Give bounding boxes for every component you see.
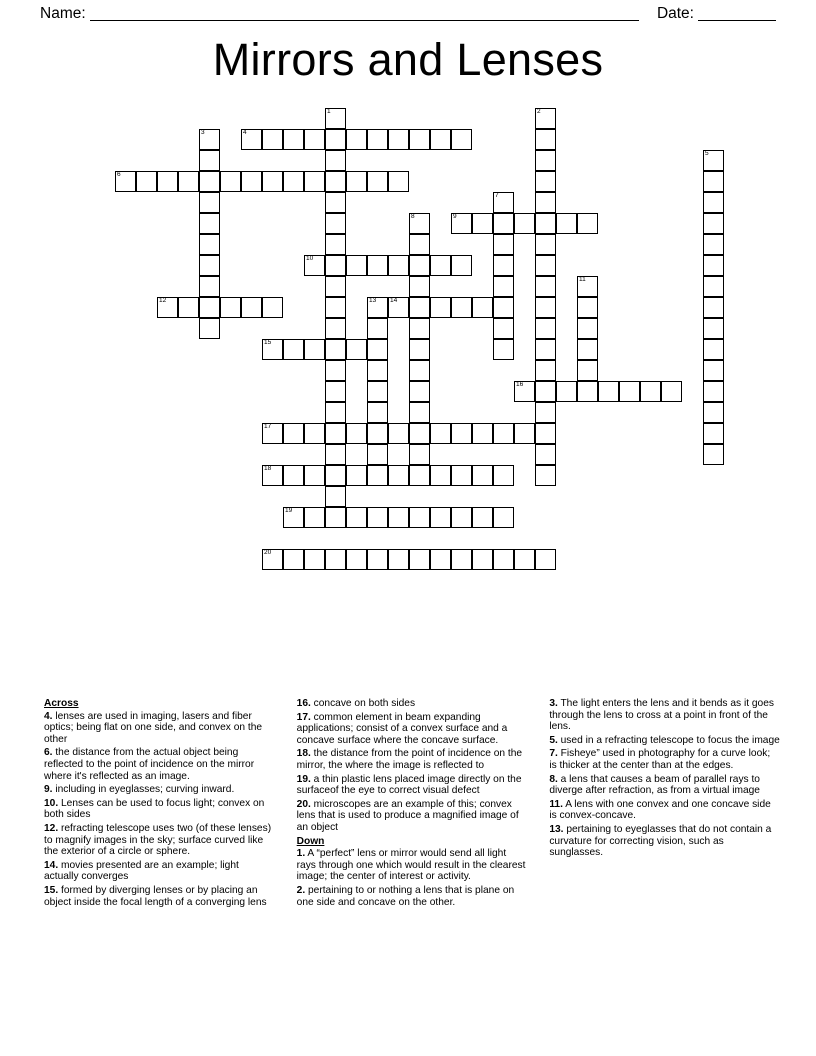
clue-number: 2. [296, 884, 306, 896]
grid-cell[interactable] [241, 297, 262, 318]
grid-cell[interactable] [388, 255, 409, 276]
grid-cell[interactable] [367, 318, 388, 339]
grid-cell[interactable] [136, 171, 157, 192]
clue-text: a thin plastic lens placed image directly on the surfaceof the eye to correct visual defect [296, 773, 522, 797]
grid-cell[interactable] [409, 381, 430, 402]
grid-cell[interactable] [325, 339, 346, 360]
clue-across-1 [44, 747, 275, 782]
grid-cell[interactable] [451, 213, 472, 234]
grid-cell[interactable] [346, 549, 367, 570]
clue-text: movies presented are an example; light actually converges [44, 859, 239, 883]
grid-cell[interactable] [535, 234, 556, 255]
grid-cell[interactable] [283, 507, 304, 528]
grid-cell[interactable] [493, 507, 514, 528]
grid-cell[interactable] [199, 171, 220, 192]
grid-cell[interactable] [703, 423, 724, 444]
grid-cell[interactable] [262, 297, 283, 318]
grid-cell[interactable] [535, 360, 556, 381]
grid-cell[interactable] [304, 549, 325, 570]
across-heading: Across [44, 698, 79, 709]
grid-cell-number: 14 [390, 297, 398, 304]
clue-text: common element in beam expanding applications; consist of a convex surface and a concave surface where the concave surface. [296, 711, 508, 746]
grid-cell[interactable] [367, 507, 388, 528]
grid-cell[interactable] [325, 402, 346, 423]
grid-cell[interactable] [220, 171, 241, 192]
grid-cell[interactable] [640, 381, 661, 402]
grid-cell-number: 19 [285, 507, 293, 514]
grid-cell[interactable] [451, 297, 472, 318]
grid-cell[interactable] [367, 360, 388, 381]
grid-cell[interactable] [325, 213, 346, 234]
grid-cell[interactable] [388, 171, 409, 192]
grid-cell[interactable] [703, 318, 724, 339]
clue-number: 1. [296, 848, 306, 860]
clue-number: 16. [296, 698, 311, 709]
grid-cell[interactable] [535, 129, 556, 150]
grid-cell[interactable] [409, 402, 430, 423]
grid-cell[interactable] [703, 360, 724, 381]
grid-cell[interactable] [514, 381, 535, 402]
grid-cell[interactable] [703, 255, 724, 276]
grid-cell[interactable] [262, 549, 283, 570]
clue-text: microscopes are an example of this; convex lens that is used to produce a magnified image of an object [296, 798, 519, 833]
grid-cell-number: 5 [705, 150, 709, 157]
grid-cell[interactable] [178, 171, 199, 192]
grid-cell[interactable] [577, 318, 598, 339]
grid-cell[interactable] [325, 549, 346, 570]
clue-across-6 [44, 885, 275, 908]
grid-cell[interactable] [472, 423, 493, 444]
grid-cell[interactable] [346, 423, 367, 444]
grid-cell[interactable] [619, 381, 640, 402]
grid-cell[interactable] [535, 549, 556, 570]
grid-cell[interactable] [430, 423, 451, 444]
grid-cell-number: 4 [243, 129, 247, 136]
grid-cell[interactable] [493, 192, 514, 213]
grid-cell[interactable] [535, 444, 556, 465]
grid-cell[interactable] [493, 549, 514, 570]
name-write-line [90, 7, 639, 21]
grid-cell[interactable] [535, 465, 556, 486]
grid-cell[interactable] [451, 507, 472, 528]
clue-text: including in eyeglasses; curving inward. [52, 784, 235, 796]
grid-cell[interactable] [703, 297, 724, 318]
grid-cell[interactable] [199, 150, 220, 171]
grid-cell[interactable] [199, 234, 220, 255]
grid-cell[interactable] [367, 549, 388, 570]
grid-cell[interactable] [472, 549, 493, 570]
grid-cell-number: 3 [201, 129, 205, 136]
grid-cell[interactable] [703, 402, 724, 423]
grid-cell[interactable] [409, 444, 430, 465]
grid-cell[interactable] [283, 171, 304, 192]
clue-text: used in a refracting telescope to focus the image [557, 734, 780, 746]
grid-cell[interactable] [304, 171, 325, 192]
grid-cell[interactable] [115, 171, 136, 192]
grid-cell[interactable] [199, 192, 220, 213]
clue-across-5 [44, 860, 275, 883]
grid-cell[interactable] [703, 381, 724, 402]
clue-number: 10. [44, 797, 59, 809]
name-label: Name: [40, 5, 86, 22]
grid-cell[interactable] [451, 423, 472, 444]
clue-down-1 [297, 885, 528, 908]
grid-cell[interactable] [325, 129, 346, 150]
grid-cell[interactable] [703, 192, 724, 213]
grid-cell[interactable] [493, 276, 514, 297]
grid-cell[interactable] [283, 339, 304, 360]
clue-across-0 [44, 711, 275, 746]
clue-number: 3. [549, 698, 558, 709]
grid-cell[interactable] [556, 213, 577, 234]
clue-across-11 [297, 799, 528, 834]
clue-number: 18. [296, 748, 311, 760]
grid-cell[interactable] [409, 318, 430, 339]
grid-cell[interactable] [367, 129, 388, 150]
grid-cell[interactable] [535, 108, 556, 129]
grid-cell[interactable] [535, 339, 556, 360]
grid-cell[interactable] [703, 339, 724, 360]
grid-cell[interactable] [367, 444, 388, 465]
clue-text: Lenses can be used to focus light; convex on both sides [44, 797, 265, 821]
clue-text: formed by diverging lenses or by placing an object inside the focal length of a converging lens [44, 884, 267, 908]
crossword-grid [0, 108, 816, 568]
clue-number: 11. [549, 798, 563, 810]
grid-cell[interactable] [409, 255, 430, 276]
grid-cell-number: 16 [516, 381, 524, 388]
grid-cell[interactable] [577, 381, 598, 402]
clue-down-3 [549, 735, 780, 747]
clue-number: 12. [44, 822, 59, 834]
grid-cell[interactable] [367, 339, 388, 360]
grid-cell[interactable] [157, 297, 178, 318]
grid-cell[interactable] [325, 192, 346, 213]
grid-cell[interactable] [493, 423, 514, 444]
grid-cell[interactable] [409, 129, 430, 150]
clue-number: 14. [44, 859, 59, 871]
grid-cell[interactable] [367, 381, 388, 402]
grid-cell[interactable] [325, 276, 346, 297]
clue-text: a lens that causes a beam of parallel rays to diverge after refraction, as from a virtual image [549, 773, 760, 797]
grid-cell[interactable] [283, 423, 304, 444]
grid-cell[interactable] [199, 129, 220, 150]
grid-cell[interactable] [199, 255, 220, 276]
grid-cell[interactable] [346, 465, 367, 486]
page-title: Mirrors and Lenses [212, 34, 604, 85]
grid-cell[interactable] [199, 318, 220, 339]
grid-cell[interactable] [451, 549, 472, 570]
grid-cell[interactable] [325, 108, 346, 129]
grid-cell[interactable] [493, 297, 514, 318]
grid-cell[interactable] [535, 381, 556, 402]
grid-cell[interactable] [262, 339, 283, 360]
grid-cell-number: 9 [453, 213, 457, 220]
grid-cell[interactable] [430, 297, 451, 318]
clue-text: Fisheye” used in photography for a curve look; is thicker at the center than at the edges. [549, 748, 771, 771]
grid-cell[interactable] [283, 465, 304, 486]
grid-cell[interactable] [577, 297, 598, 318]
grid-cell[interactable] [430, 507, 451, 528]
grid-cell[interactable] [577, 360, 598, 381]
grid-cell[interactable] [661, 381, 682, 402]
grid-cell[interactable] [304, 129, 325, 150]
grid-cell[interactable] [514, 423, 535, 444]
clue-number: 8. [549, 773, 558, 785]
grid-cell[interactable] [325, 150, 346, 171]
grid-cell-number: 6 [117, 171, 121, 178]
grid-cell[interactable] [703, 234, 724, 255]
grid-cell[interactable] [157, 171, 178, 192]
grid-cell[interactable] [388, 549, 409, 570]
grid-cell[interactable] [367, 423, 388, 444]
grid-cell[interactable] [325, 444, 346, 465]
grid-cell[interactable] [304, 423, 325, 444]
grid-cell[interactable] [409, 234, 430, 255]
clue-number: 9. [44, 784, 53, 796]
clue-number: 20. [296, 798, 311, 810]
clue-number: 19. [296, 773, 311, 785]
grid-cell[interactable] [199, 213, 220, 234]
clue-text: A lens with one convex and one concave side is convex-concave. [549, 798, 771, 822]
clue-number: 15. [44, 884, 59, 896]
grid-cell[interactable] [577, 339, 598, 360]
grid-cell[interactable] [304, 507, 325, 528]
grid-cell[interactable] [262, 171, 283, 192]
clue-down-4 [549, 748, 780, 771]
grid-cell-number: 13 [369, 297, 377, 304]
grid-cell[interactable] [598, 381, 619, 402]
grid-cell[interactable] [535, 276, 556, 297]
grid-cell[interactable] [493, 255, 514, 276]
grid-cell-number: 20 [264, 549, 272, 556]
grid-cell[interactable] [493, 318, 514, 339]
grid-cell[interactable] [430, 129, 451, 150]
grid-cell[interactable] [493, 339, 514, 360]
grid-cell[interactable] [388, 465, 409, 486]
grid-cell[interactable] [409, 276, 430, 297]
grid-cell[interactable] [367, 297, 388, 318]
grid-cell[interactable] [304, 339, 325, 360]
clue-text: pertaining to eyeglasses that do not contain a curvature for correcting vision, such as sunglasses. [549, 823, 772, 859]
grid-cell[interactable] [325, 360, 346, 381]
clue-across-10 [297, 774, 528, 797]
grid-cell-number: 11 [579, 276, 586, 283]
grid-cell[interactable] [283, 549, 304, 570]
grid-cell[interactable] [325, 297, 346, 318]
grid-cell[interactable] [409, 297, 430, 318]
grid-cell[interactable] [514, 549, 535, 570]
clue-number: 6. [44, 747, 53, 759]
grid-cell[interactable] [430, 255, 451, 276]
clue-down-2 [549, 698, 780, 733]
grid-cell[interactable] [325, 381, 346, 402]
clue-across-9 [297, 748, 528, 771]
grid-cell[interactable] [703, 150, 724, 171]
grid-cell[interactable] [493, 465, 514, 486]
grid-cell[interactable] [409, 213, 430, 234]
grid-cell[interactable] [451, 255, 472, 276]
grid-cell[interactable] [199, 276, 220, 297]
grid-cell[interactable] [325, 255, 346, 276]
date-label: Date: [656, 5, 694, 22]
grid-cell[interactable] [472, 297, 493, 318]
grid-cell[interactable] [409, 360, 430, 381]
down-heading: Down [296, 835, 325, 847]
grid-cell[interactable] [535, 402, 556, 423]
clue-text: the distance from the actual object being reflected to the point of incidence on the mirror where it's reflected as an image. [44, 747, 255, 782]
grid-cell[interactable] [220, 297, 241, 318]
grid-cell[interactable] [703, 171, 724, 192]
grid-cell-number: 15 [264, 339, 272, 346]
grid-cell[interactable] [514, 213, 535, 234]
grid-cell[interactable] [409, 465, 430, 486]
grid-cell[interactable] [388, 423, 409, 444]
grid-cell[interactable] [703, 213, 724, 234]
grid-cell[interactable] [325, 318, 346, 339]
grid-cell[interactable] [535, 255, 556, 276]
grid-cell[interactable] [577, 276, 598, 297]
grid-cell[interactable] [304, 465, 325, 486]
grid-cell[interactable] [703, 444, 724, 465]
clue-text: A “perfect” lens or mirror would send all light rays through one which would result in the clearest image; the center of interest or activity. [296, 848, 526, 883]
grid-cell-number: 18 [264, 465, 272, 472]
grid-cell[interactable] [325, 465, 346, 486]
grid-cell[interactable] [472, 507, 493, 528]
grid-cell[interactable] [325, 423, 346, 444]
clue-across-7 [297, 698, 528, 710]
clue-down-6 [549, 799, 780, 822]
clue-down-0 [297, 848, 528, 883]
clue-number: 13. [549, 823, 564, 835]
grid-cell[interactable] [388, 507, 409, 528]
grid-cell[interactable] [388, 129, 409, 150]
clue-text: refracting telescope uses two (of these lenses) to magnify images in the sky; surface curved like the exterior of a circle or sphere. [44, 822, 272, 858]
grid-cell[interactable] [346, 171, 367, 192]
grid-cell[interactable] [535, 213, 556, 234]
grid-cell[interactable] [535, 150, 556, 171]
grid-cell-number: 2 [537, 108, 541, 115]
grid-cell[interactable] [346, 507, 367, 528]
grid-cell[interactable] [430, 549, 451, 570]
grid-cell[interactable] [325, 507, 346, 528]
grid-cell[interactable] [493, 234, 514, 255]
clue-number: 5. [549, 734, 558, 746]
grid-cell[interactable] [304, 255, 325, 276]
clue-across-4 [44, 823, 275, 858]
grid-cell[interactable] [262, 465, 283, 486]
clue-across-2 [44, 784, 275, 796]
grid-cell[interactable] [472, 465, 493, 486]
grid-cell[interactable] [535, 423, 556, 444]
grid-cell[interactable] [409, 549, 430, 570]
grid-cell[interactable] [493, 213, 514, 234]
clue-down-5 [549, 774, 780, 797]
grid-cell[interactable] [346, 129, 367, 150]
grid-cell[interactable] [262, 129, 283, 150]
grid-cell[interactable] [346, 255, 367, 276]
grid-cell[interactable] [409, 507, 430, 528]
grid-cell[interactable] [430, 465, 451, 486]
grid-cell[interactable] [535, 318, 556, 339]
grid-cell[interactable] [556, 381, 577, 402]
clue-text: The light enters the lens and it bends as it goes through the lens to cross at a point in front of the lens. [549, 698, 774, 733]
grid-cell[interactable] [367, 402, 388, 423]
grid-cell[interactable] [367, 465, 388, 486]
clue-number: 17. [296, 711, 311, 723]
grid-cell[interactable] [535, 297, 556, 318]
date-write-line [698, 7, 776, 21]
clue-across-8 [297, 712, 528, 747]
grid-cell[interactable] [241, 129, 262, 150]
grid-cell[interactable] [241, 171, 262, 192]
clue-text: lenses are used in imaging, lasers and fiber optics; being flat on one side, and convex on the other [44, 710, 263, 745]
grid-cell[interactable] [325, 171, 346, 192]
grid-cell[interactable] [409, 339, 430, 360]
grid-cell[interactable] [367, 255, 388, 276]
grid-cell[interactable] [535, 171, 556, 192]
grid-cell[interactable] [346, 339, 367, 360]
grid-cell[interactable] [262, 423, 283, 444]
grid-cell[interactable] [367, 171, 388, 192]
clues-section [44, 698, 780, 908]
grid-cell-number: 8 [411, 213, 415, 220]
grid-cell[interactable] [703, 276, 724, 297]
grid-cell[interactable] [388, 297, 409, 318]
grid-cell[interactable] [409, 423, 430, 444]
clue-number: 7. [549, 748, 558, 760]
clue-down-7 [549, 824, 780, 859]
grid-cell[interactable] [325, 234, 346, 255]
grid-cell[interactable] [325, 486, 346, 507]
grid-cell-number: 1 [327, 108, 331, 115]
grid-cell[interactable] [472, 213, 493, 234]
grid-cell-number: 17 [264, 423, 272, 430]
clue-number: 4. [44, 710, 53, 722]
grid-cell-number: 12 [159, 297, 167, 304]
grid-cell-number: 7 [495, 192, 499, 199]
clue-across-3 [44, 798, 275, 821]
grid-cell[interactable] [199, 297, 220, 318]
grid-cell[interactable] [577, 213, 598, 234]
grid-cell[interactable] [451, 465, 472, 486]
grid-cell[interactable] [283, 129, 304, 150]
worksheet-header [40, 0, 776, 28]
grid-cell[interactable] [535, 192, 556, 213]
grid-cell[interactable] [178, 297, 199, 318]
grid-cell[interactable] [451, 129, 472, 150]
clue-text: pertaining to or nothing a lens that is plane on one side and concave on the other. [296, 884, 515, 908]
clue-text: the distance from the point of incidence on the mirror, the where the image is reflected to [296, 748, 523, 771]
clue-text: concave on both sides [310, 698, 416, 709]
grid-cell-number: 10 [306, 255, 314, 262]
